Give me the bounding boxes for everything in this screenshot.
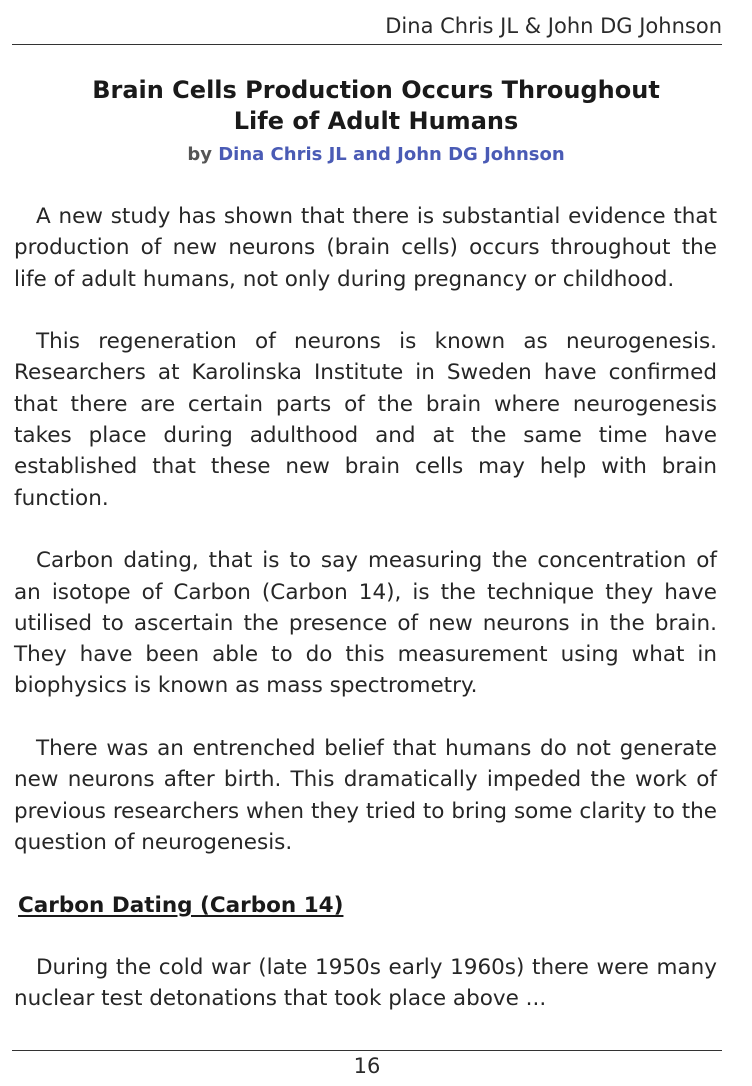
byline-authors[interactable]: Dina Chris JL and John DG Johnson [218, 144, 565, 165]
article-byline [0, 143, 752, 167]
body-paragraph: Carbon dating, that is to say measuring the concentration of an isotope of Carbon (Carbon 14), is the technique they have utilised to ascertain the presence of new neurons in the brain. They have been able to do this measurement using what in biophysics is known as mass spectrometry. [14, 548, 717, 699]
article-title-line-2: Life of Adult Humans [233, 107, 519, 135]
body-paragraph: This regeneration of neurons is known as neurogenesis. Researchers at Karolinska Institute in Sweden have confirmed that there are certain parts of the brain where neurogenesis takes place during adulthood and at the same time have established that these new brain cells may help with brain function. [14, 329, 717, 511]
article-body [14, 201, 717, 1015]
running-header [12, 10, 722, 45]
body-paragraph: There was an entrenched belief that humans do not generate new neurons after birth. This dramatically impeded the work of previous researchers when they tried to bring some clarity to the question of neurogenesis. [14, 736, 717, 855]
article-title [0, 75, 752, 137]
section-heading: Carbon Dating (Carbon 14) [18, 892, 344, 918]
running-header-title: Dina Chris JL & John DG Johnson [385, 14, 722, 38]
section-paragraph: During the cold war (late 1950s early 1960s) there were many nuclear test detonations that took place above ... [14, 955, 717, 1012]
body-paragraph: A new study has shown that there is substantial evidence that production of new neurons (brain cells) occurs throughout the life of adult humans, not only during pregnancy or childhood. [14, 204, 717, 292]
page-number: 16 [353, 1054, 381, 1078]
byline-prefix: by [187, 144, 212, 165]
article-title-line-1: Brain Cells Production Occurs Throughout [92, 76, 660, 104]
running-footer [12, 1050, 722, 1081]
